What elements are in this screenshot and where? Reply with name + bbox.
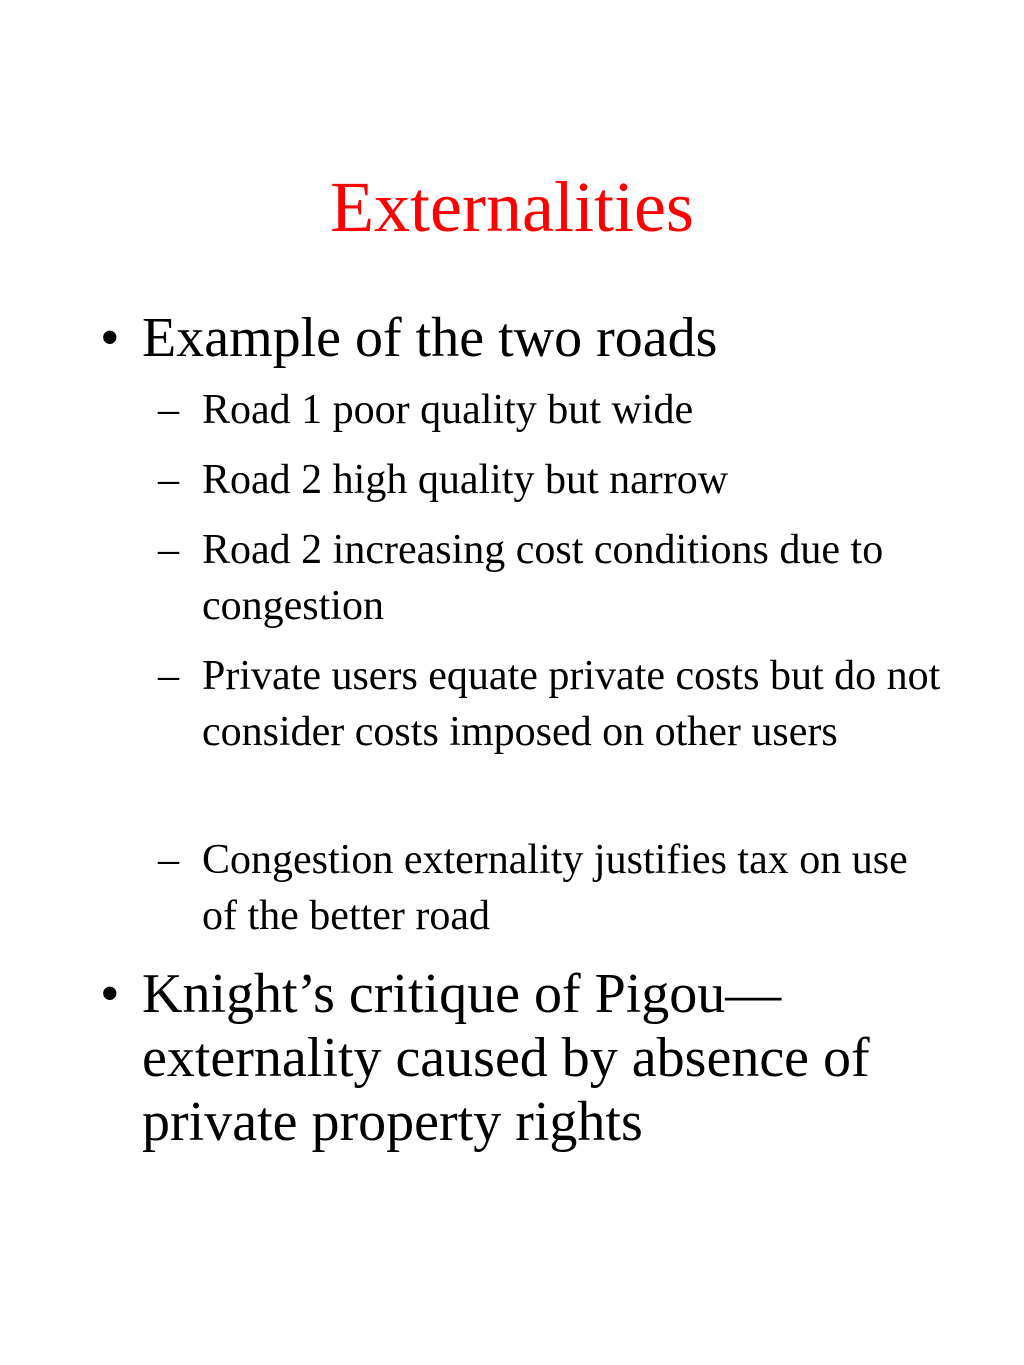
sub-bullet-item	[158, 452, 948, 508]
bullet-item	[100, 962, 980, 1154]
sub-bullet-marker: –	[158, 457, 179, 503]
sub-bullet-text: Road 1 poor quality but wide	[202, 387, 694, 433]
bullet-marker: •	[100, 963, 120, 1025]
sub-bullet-text: Private users equate private costs but do not consider costs imposed on other users	[202, 653, 941, 755]
sub-bullet-marker: –	[158, 837, 179, 883]
slide-title: Externalities	[330, 167, 694, 247]
sub-bullet-item	[158, 648, 948, 760]
bullet-text: Knight’s critique of Pigou—externality caused by absence of private property rights	[142, 963, 870, 1153]
sub-bullet-item	[158, 382, 948, 438]
sub-bullet-text: Road 2 increasing cost conditions due to congestion	[202, 527, 884, 629]
sub-bullet-marker: –	[158, 387, 179, 433]
bullet-text: Example of the two roads	[142, 307, 718, 369]
sub-bullet-item	[158, 832, 948, 944]
sub-bullet-item	[158, 522, 948, 634]
bullet-item	[100, 306, 980, 370]
sub-bullet-marker: –	[158, 527, 179, 573]
sub-bullet-text: Road 2 high quality but narrow	[202, 457, 729, 503]
sub-bullet-marker: –	[158, 653, 179, 699]
bullet-marker: •	[100, 307, 120, 369]
sub-bullet-text: Congestion externality justifies tax on use of the better road	[202, 837, 908, 939]
